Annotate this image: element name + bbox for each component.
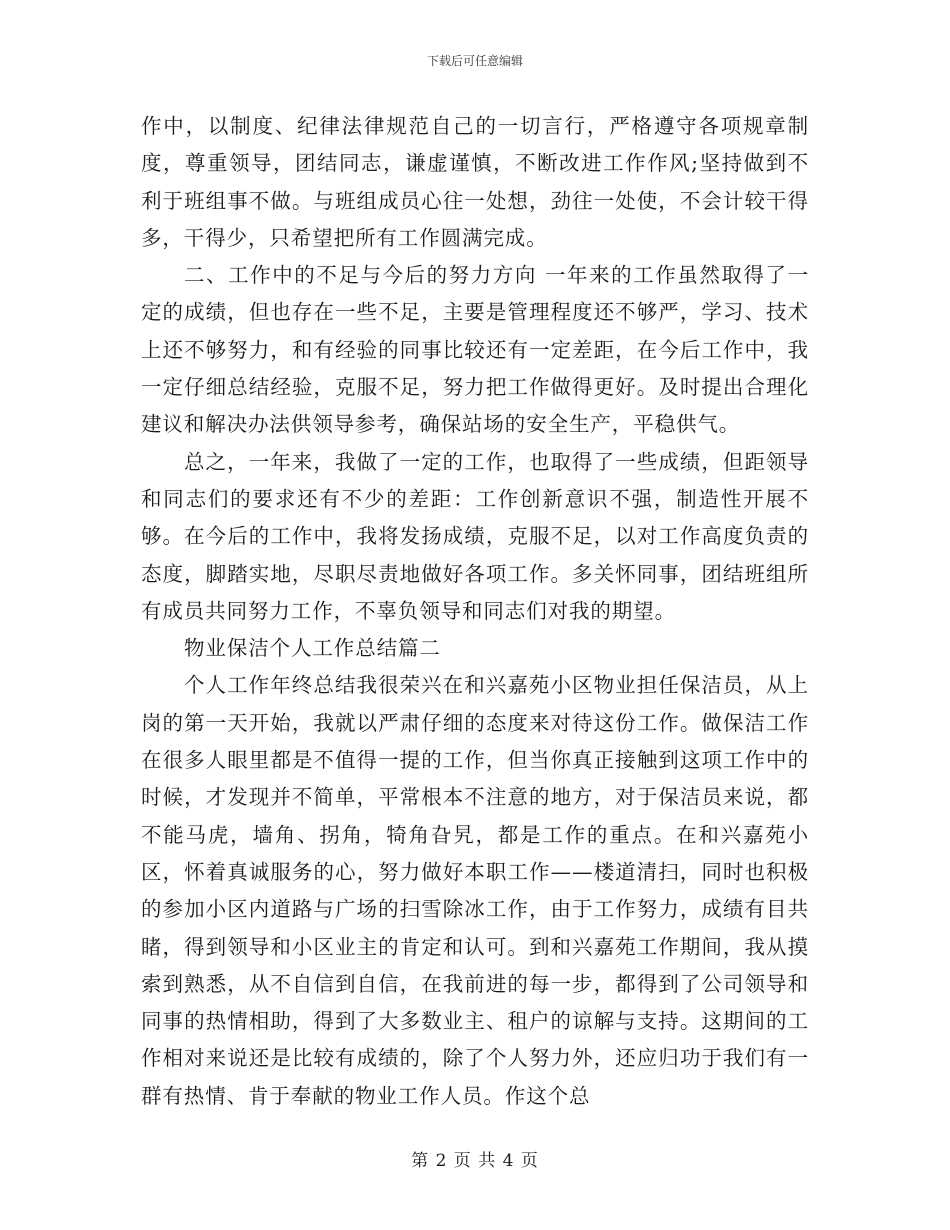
document-body: [141, 108, 809, 1115]
paragraph-cleaning-summary: 个人工作年终总结我很荣兴在和兴嘉苑小区物业担任保洁员，从上岗的第一天开始，我就以严肃仔细的态度来对待这份工作。做保洁工作在很多人眼里都是不值得一提的工作，但当你真正接触到这项工作中的时候，才发现并不简单，平常根本不注意的地方，对于保洁员来说，都不能马虎，墙角、拐角，犄角旮旯，都是工作的重点。在和兴嘉苑小区，怀着真诚服务的心，努力做好本职工作——楼道清扫，同时也积极的参加小区内道路与广场的扫雪除冰工作，由于工作努力，成绩有目共睹，得到领导和小区业主的肯定和认可。到和兴嘉苑工作期间，我从摸索到熟悉，从不自信到自信，在我前进的每一步，都得到了公司领导和同事的热情相助，得到了大多数业主、租户的谅解与支持。这期间的工作相对来说还是比较有成绩的，除了个人努力外，还应归功于我们有一群有热情、肯于奉献的物业工作人员。作这个总: [141, 673, 809, 1108]
page-header-note: 下载后可任意编辑: [426, 54, 523, 68]
paragraph-shortcomings: 二、工作中的不足与今后的努力方向 一年来的工作虽然取得了一定的成绩，但也存在一些不足，主要是管理程度还不够严，学习、技术上还不够努力，和有经验的同事比较还有一定差距，在今后工作中，我一定仔细总结经验，克服不足，努力把工作做得更好。及时提出合理化建议和解决办法供领导参考，确保站场的安全生产，平稳供气。: [141, 263, 809, 437]
paragraph-continuation: 作中，以制度、纪律法律规范自己的一切言行，严格遵守各项规章制度，尊重领导，团结同志，谦虚谨慎，不断改进工作作风;坚持做到不利于班组事不做。与班组成员心往一处想，劲往一处使，不会计较干得多，干得少，只希望把所有工作圆满完成。: [141, 114, 809, 250]
section-heading: 物业保洁个人工作总结篇二: [184, 636, 441, 661]
paragraph-conclusion: 总之，一年来，我做了一定的工作，也取得了一些成绩，但距领导和同志们的要求还有不少的差距：工作创新意识不强，制造性开展不够。在今后的工作中，我将发扬成绩，克服不足，以对工作高度负责的态度，脚踏实地，尽职尽责地做好各项工作。多关怀同事，团结班组所有成员共同努力工作，不辜负领导和同志们对我的期望。: [141, 449, 809, 623]
page-number: 第 2 页 共 4 页: [411, 1151, 539, 1171]
